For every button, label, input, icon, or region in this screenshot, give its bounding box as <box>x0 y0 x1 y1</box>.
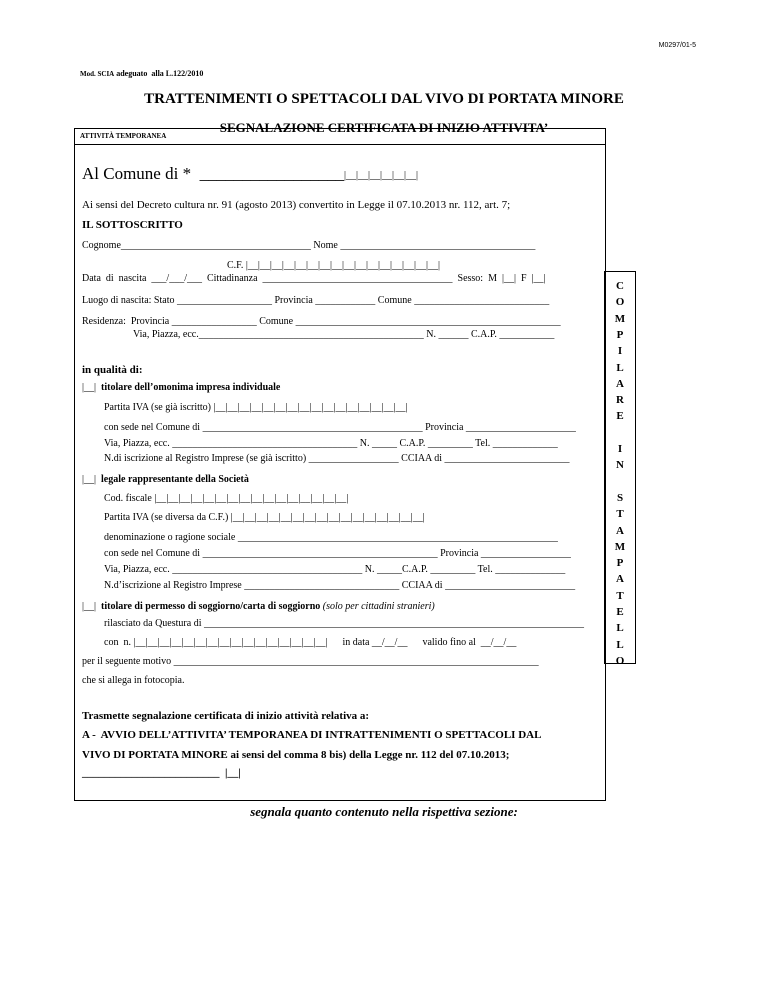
iscrizione-field[interactable]: N.di iscrizione al Registro Imprese (se già iscritto) __________________ CCIAA di _________________________ <box>104 453 570 464</box>
questura-field[interactable]: rilasciato da Questura di ____________________________________________________________________________ <box>104 618 584 629</box>
side-letter: N <box>616 459 624 472</box>
side-letter: M <box>614 540 626 553</box>
via-societa-field[interactable]: Via, Piazza, ecc. ______________________________________ N. _____C.A.P. _________ Tel. ______________ <box>104 564 566 575</box>
avvio-line-2: VIVO DI PORTATA MINORE ai sensi del comma 8 bis) della Legge nr. 112 del 07.10.2013; <box>82 749 510 761</box>
titolare-checkbox[interactable]: |__| <box>82 382 97 393</box>
side-letter: P <box>616 557 624 570</box>
form-code: M0297/01-5 <box>658 42 696 49</box>
permesso-option[interactable] <box>82 601 435 612</box>
side-letter: R <box>616 394 624 407</box>
section-tab <box>74 128 606 145</box>
codice-fiscale-field[interactable]: Cod. fiscale |__|__|__|__|__|__|__|__|__|__|__|__|__|__|__|__| <box>104 493 349 504</box>
footer-text: segnala quanto contenuto nella rispettiva sezione: <box>250 804 518 819</box>
side-letter: E <box>616 606 624 618</box>
side-letter: L <box>616 361 624 374</box>
side-letter: T <box>616 589 624 602</box>
via-field[interactable]: Via, Piazza, ecc._____________________________________________ N. ______ C.A.P. ___________ <box>133 329 555 340</box>
denominazione-field[interactable]: denominazione o ragione sociale ________________________________________________________________ <box>104 532 558 543</box>
side-letter: O <box>615 296 625 309</box>
piva-field[interactable]: Partita IVA (se già iscritto) |__|__|__|__|__|__|__|__|__|__|__|__|__|__|__|__| <box>104 402 408 413</box>
side-letter: T <box>616 508 624 521</box>
permesso-checkbox[interactable]: |__| <box>82 601 97 612</box>
model-prefix: Mod. SCIA <box>80 70 115 78</box>
permesso-label: titolare di permesso di soggiorno/carta di soggiorno <box>101 601 321 612</box>
via-impresa-field[interactable]: Via, Piazza, ecc. _____________________________________ N. _____ C.A.P. _________ Tel. _____________ <box>104 438 558 449</box>
side-box <box>604 271 636 667</box>
titolare-option[interactable] <box>82 382 280 393</box>
page-title: TRATTENIMENTI O SPETTACOLI DAL VIVO DI PORTATA MINORE <box>144 91 624 107</box>
piva-societa-field[interactable]: Partita IVA (se diversa da C.F.) |__|__|__|__|__|__|__|__|__|__|__|__|__|__|__|__| <box>104 512 425 523</box>
side-letter: P <box>616 328 624 341</box>
cognome-nome-field[interactable]: Cognome______________________________________ Nome _______________________________________ <box>82 240 536 251</box>
side-letter: L <box>616 638 624 651</box>
side-letter: S <box>616 491 624 504</box>
section-tab-label: ATTIVITÀ TEMPORANEA <box>80 132 167 140</box>
nascita-field[interactable]: Data di nascita ___/___/___ Cittadinanza ______________________________________ Sesso: M |__| F |__| <box>82 273 546 284</box>
side-letter: A <box>616 377 624 390</box>
comune-code-field[interactable]: |__|__|__|__|__|__| <box>344 170 419 181</box>
residenza-field[interactable]: Residenza: Provincia _________________ Comune _____________________________________________________ <box>82 316 561 327</box>
permesso-note: (solo per cittadini stranieri) <box>322 601 435 612</box>
side-letter: A <box>616 524 624 537</box>
legale-checkbox[interactable]: |__| <box>82 474 97 485</box>
side-letter: I <box>617 345 623 358</box>
legale-label: legale rappresentante della Società <box>101 474 249 485</box>
side-letter: M <box>614 312 626 325</box>
cf-field[interactable]: C.F. |__|__|__|__|__|__|__|__|__|__|__|__|__|__|__|__| <box>227 260 440 271</box>
fotocopia-note: che si allega in fotocopia. <box>82 675 185 686</box>
legale-option[interactable] <box>82 474 249 485</box>
trasmette-heading: Trasmette segnalazione certificata di inizio attività relativa a: <box>82 710 370 722</box>
iscrizione-societa-field[interactable]: N.d’iscrizione al Registro Imprese _______________________________ CCIAA di __________________________ <box>104 580 576 591</box>
sottoscritto-heading: IL SOTTOSCRITTO <box>82 219 183 231</box>
comune-field[interactable]: Al Comune di * _________________ <box>82 164 345 183</box>
sede-field[interactable]: con sede nel Comune di ____________________________________________ Provincia ______________________ <box>104 422 576 433</box>
avvio-checkbox[interactable]: _________________________ |__| <box>82 767 241 779</box>
side-letter: L <box>616 622 624 635</box>
legal-reference: Ai sensi del Decreto cultura nr. 91 (agosto 2013) convertito in Legge il 07.10.2013 nr. 112, art. 7; <box>82 199 511 211</box>
page-subtitle: SEGNALAZIONE CERTIFICATA DI INIZIO ATTIVITA’ <box>219 120 549 135</box>
model-label <box>80 69 203 78</box>
model-rest: adeguato alla L.122/2010 <box>114 69 204 78</box>
side-letter: I <box>617 443 623 455</box>
numero-permesso-field[interactable]: con n. |__|__|__|__|__|__|__|__|__|__|__|__|__|__|__|__| in data __/__/__ valido fino al __/__/__ <box>104 637 517 648</box>
sede-societa-field[interactable]: con sede nel Comune di _______________________________________________ Provincia __________________ <box>104 548 571 559</box>
side-letter: O <box>615 654 625 667</box>
luogo-field[interactable]: Luogo di nascita: Stato ___________________ Provincia ____________ Comune ___________________________ <box>82 295 550 306</box>
side-letter: A <box>616 573 624 586</box>
motivo-field[interactable]: per il seguente motivo _________________________________________________________________________ <box>82 656 539 667</box>
side-letter: C <box>616 280 624 292</box>
titolare-label: titolare dell’omonima impresa individuale <box>101 382 281 393</box>
qualita-heading: in qualità di: <box>82 364 143 376</box>
side-letter: E <box>616 410 624 423</box>
avvio-line-1: A - AVVIO DELL’ATTIVITA’ TEMPORANEA DI INTRATTENIMENTI O SPETTACOLI DAL <box>82 729 542 741</box>
